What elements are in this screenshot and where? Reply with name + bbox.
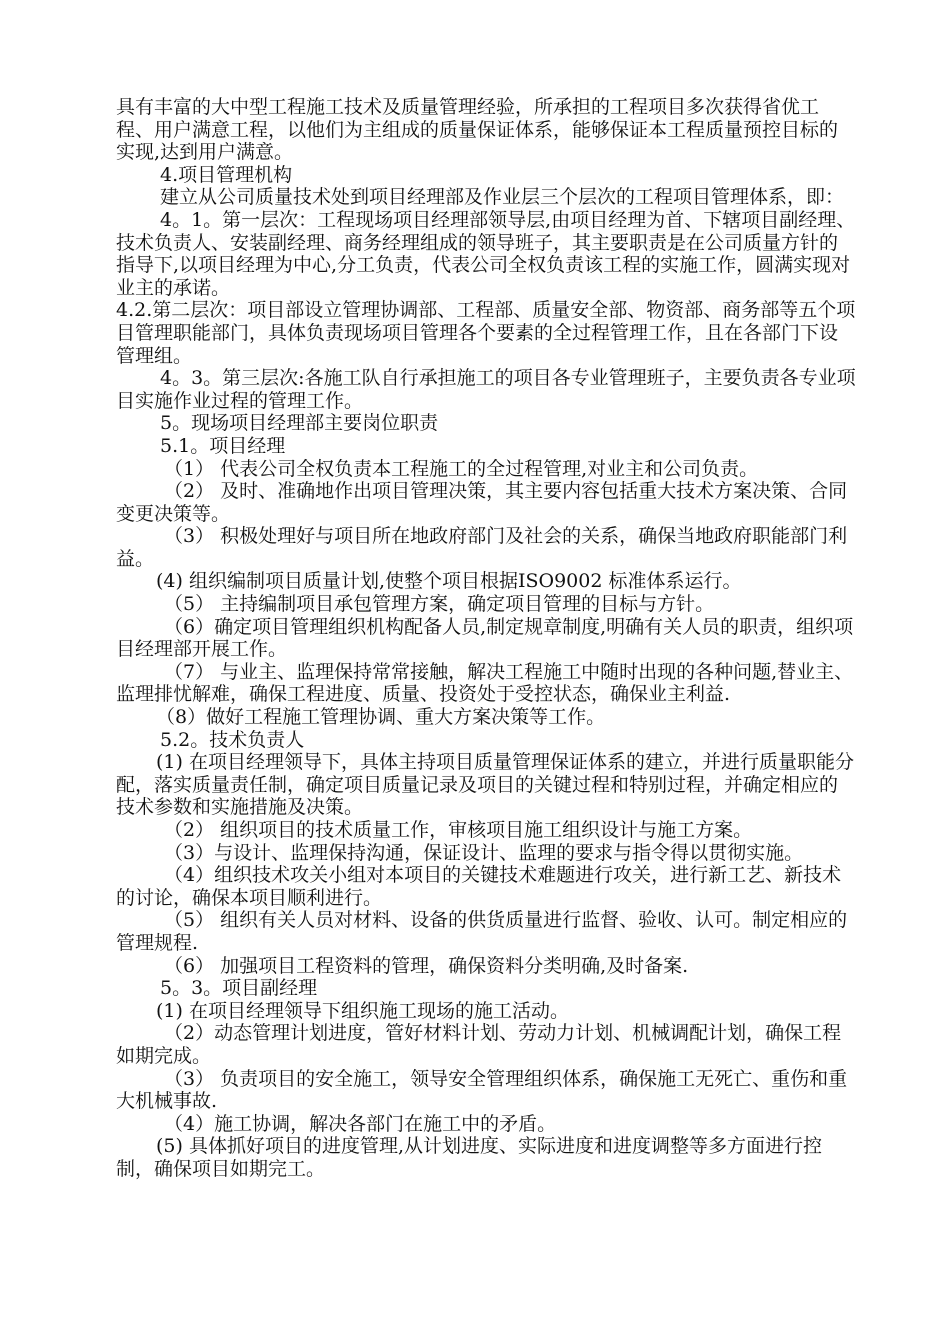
heading-post-duties: 5。现场项目经理部主要岗位职责 (160, 412, 439, 435)
list-item-pm-6: （6）确定项目管理组织机构配备人员,制定规章制度,明确有关人员的职责，组织项目经理部开展工作。 (116, 615, 854, 661)
list-item-tl-1: (1) 在项目经理领导下，具体主持项目质量管理保证体系的建立，并进行质量职能分配，落实质量责任制，确定项目质量记录及项目的关键过程和特别过程，并确定相应的技术参数和实施措施及决策。 (116, 751, 854, 819)
list-item-pm-4: (4) 组织编制项目质量计划,使整个项目根据ISO9002 标准体系运行。 (156, 570, 742, 593)
list-item-dm-1: (1) 在项目经理领导下组织施工现场的施工活动。 (156, 999, 569, 1022)
list-item-dm-2: （2）动态管理计划进度，管好材料计划、劳动力计划、机械调配计划，确保工程如期完成。 (116, 1022, 842, 1067)
heading-project-manager: 5.1。项目经理 (160, 434, 286, 457)
heading-technical-lead: 5.2。技术负责人 (160, 728, 305, 751)
list-item-pm-3: （3） 积极处理好与项目所在地政府部门及社会的关系，确保当地政府职能部门利益。 (116, 525, 848, 570)
list-item-tl-4: （4）组织技术攻关小组对本项目的关键技术难题进行攻关，进行新工艺、新技术的讨论，确保本项目顺利进行。 (116, 864, 842, 909)
list-item-pm-2: （2） 及时、准确地作出项目管理决策，其主要内容包括重大技术方案决策、合同变更决策等。 (116, 480, 848, 525)
list-item-tl-6: （6） 加强项目工程资料的管理，确保资料分类明确,及时备案. (164, 954, 689, 977)
paragraph-level-one: 4。1。第一层次：工程现场项目经理部领导层,由项目经理为首、下辖项目副经理、技术负责人、安装副经理、商务经理组成的领导班子，其主要职责是在公司质量方针的指导下,以项目经理为中心,分工负责，代表公司全权负责该工程的实施工作，圆满实现对业主的承诺。 (116, 208, 856, 299)
heading-project-organization: 4.项目管理机构 (160, 163, 293, 186)
list-item-tl-5: （5） 组织有关人员对材料、设备的供货质量进行监督、验收、认可。制定相应的管理规程. (116, 909, 848, 954)
list-item-pm-5: （5） 主持编制项目承包管理方案，确定项目管理的目标与方针。 (164, 593, 715, 616)
list-item-pm-7: （7） 与业主、监理保持常常接触，解决工程施工中随时出现的各种问题,替业主、监理排忧解难，确保工程进度、质量、投资处于受控状态，确保业主利益. (116, 660, 854, 706)
list-item-tl-2: （2） 组织项目的技术质量工作，审核项目施工组织设计与施工方案。 (164, 819, 753, 841)
heading-deputy-manager: 5。3。项目副经理 (160, 977, 318, 1000)
list-item-pm-8: （8）做好工程施工管理协调、重大方案决策等工作。 (156, 706, 606, 729)
list-item-tl-3: （3）与设计、监理保持沟通，保证设计、监理的要求与指令得以贯彻实施。 (164, 841, 804, 864)
list-item-dm-3: （3） 负责项目的安全施工，领导安全管理组织体系，确保施工无死亡、重伤和重大机械事故. (116, 1067, 848, 1113)
paragraph-management-system: 建立从公司质量技术处到项目经理部及作业层三个层次的工程项目管理体系，即： (160, 186, 845, 209)
document-page (116, 96, 856, 1181)
list-item-pm-1: （1） 代表公司全权负责本工程施工的全过程管理,对业主和公司负责。 (164, 457, 759, 480)
paragraph-intro: 具有丰富的大中型工程施工技术及质量管理经验，所承担的工程项目多次获得省优工程、用户满意工程，以他们为主组成的质量保证体系，能够保证本工程质量预控目标的实现,达到用户满意。 (116, 96, 839, 164)
list-item-dm-5: (5) 具体抓好项目的进度管理,从计划进度、实际进度和进度调整等多方面进行控制，确保项目如期完工。 (116, 1135, 822, 1180)
paragraph-level-two: 4.2.第二层次：项目部设立管理协调部、工程部、质量安全部、物资部、商务部等五个项目管理职能部门，具体负责现场项目管理各个要素的全过程管理工作，且在各部门下设管理组。 (116, 299, 856, 367)
paragraph-level-three: 4。3。第三层次:各施工队自行承担施工的项目各专业管理班子，主要负责各专业项目实施作业过程的管理工作。 (116, 367, 856, 412)
list-item-dm-4: （4）施工协调，解决各部门在施工中的矛盾。 (164, 1112, 557, 1135)
